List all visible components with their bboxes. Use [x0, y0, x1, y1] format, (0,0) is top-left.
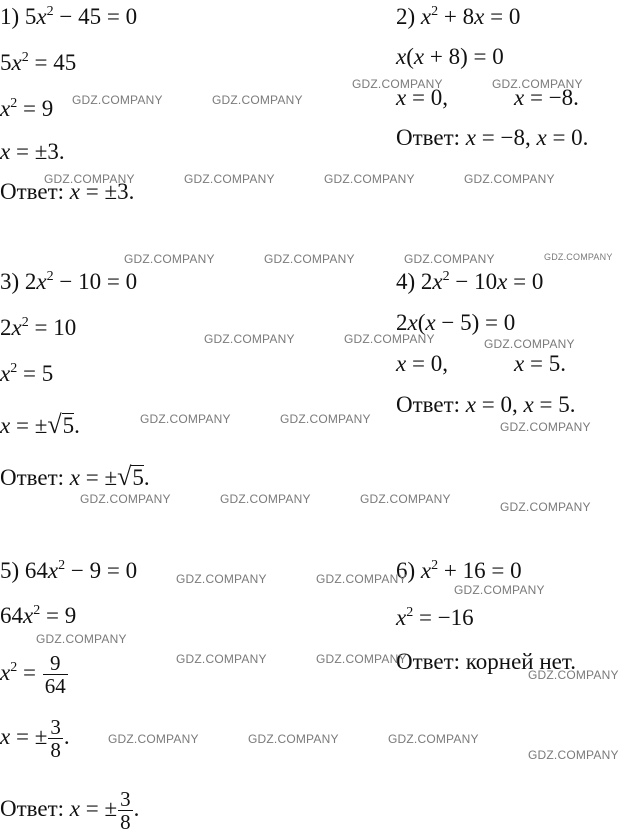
watermark: GDZ.COMPANY: [44, 172, 135, 186]
watermark: GDZ.COMPANY: [360, 492, 451, 506]
watermark: GDZ.COMPANY: [544, 252, 613, 262]
p4-step-1: 2x(x − 5) = 0: [396, 310, 516, 335]
fraction-9-64: $\frac{9}{64}$: [44, 651, 66, 698]
watermark: GDZ.COMPANY: [280, 412, 371, 426]
p6-equation: 6) $x^2 + 16 = 0$: [396, 558, 522, 583]
watermark: GDZ.COMPANY: [316, 652, 407, 666]
p1-step-2: $x^2 = 9$: [0, 96, 54, 121]
watermark: GDZ.COMPANY: [176, 652, 267, 666]
watermark: GDZ.COMPANY: [404, 252, 495, 266]
watermark: GDZ.COMPANY: [176, 572, 267, 586]
watermark: GDZ.COMPANY: [72, 93, 163, 107]
p1-step-1: $5x^2 = 45$: [0, 50, 77, 75]
watermark: GDZ.COMPANY: [492, 77, 583, 91]
p6-step-1: $x^2 = -16$: [396, 605, 474, 630]
p6-answer: Ответ: корней нет.: [396, 649, 576, 674]
sqrt-5: √ 5: [47, 410, 75, 439]
p2-step-2a: x = 0,: [396, 85, 448, 110]
p3-step-3: x = ± √ 5 .: [0, 410, 80, 439]
watermark: GDZ.COMPANY: [248, 732, 339, 746]
p4-step-2a: x = 0,: [396, 351, 448, 376]
watermark: GDZ.COMPANY: [184, 172, 275, 186]
watermark: GDZ.COMPANY: [204, 332, 295, 346]
p2-equation: 2) $x^2 + 8x = 0$: [396, 4, 521, 29]
p1-equation: 1) $5x^2 - 45 = 0$: [0, 4, 138, 29]
p1-answer: Ответ: x = ±3.: [0, 179, 135, 204]
p3-step-1: $2x^2 = 10$: [0, 315, 77, 340]
p3-step-2: $x^2 = 5$: [0, 361, 54, 386]
p4-step-2b: x = 5.: [514, 351, 566, 376]
fraction-3-8-answer: $\frac{3}{8}$: [120, 787, 131, 834]
watermark: GDZ.COMPANY: [528, 748, 619, 762]
p3-equation: 3) $2x^2 - 10 = 0$: [0, 269, 138, 294]
watermark: GDZ.COMPANY: [500, 500, 591, 514]
watermark: GDZ.COMPANY: [108, 732, 199, 746]
watermark: GDZ.COMPANY: [264, 252, 355, 266]
p5-equation: 5) $64x^2 - 9 = 0$: [0, 558, 138, 583]
p5-answer: Ответ: x = ± $\frac{3}{8}$ .: [0, 787, 140, 834]
watermark: GDZ.COMPANY: [124, 252, 215, 266]
p3-answer: Ответ: x = ± √ 5 .: [0, 462, 150, 491]
sqrt-5-answer: √ 5: [117, 462, 144, 491]
watermark: GDZ.COMPANY: [484, 337, 575, 351]
p5-step-1: $64x^2 = 9$: [0, 603, 77, 628]
watermark: GDZ.COMPANY: [316, 572, 407, 586]
watermark: GDZ.COMPANY: [212, 93, 303, 107]
p5-step-3: x = ± $\frac{3}{8}$ .: [0, 715, 70, 762]
fraction-3-8: $\frac{3}{8}$: [50, 715, 61, 762]
p2-step-1: x(x + 8) = 0: [396, 44, 504, 69]
watermark: GDZ.COMPANY: [352, 77, 443, 91]
watermark: GDZ.COMPANY: [36, 632, 127, 646]
p4-answer: Ответ: x = 0, x = 5.: [396, 392, 576, 417]
watermark: GDZ.COMPANY: [344, 332, 435, 346]
watermark: GDZ.COMPANY: [324, 172, 415, 186]
watermark: GDZ.COMPANY: [220, 492, 311, 506]
watermark: GDZ.COMPANY: [80, 492, 171, 506]
p5-step-2: $x^2$ = $\frac{9}{64}$: [0, 651, 66, 698]
watermark: GDZ.COMPANY: [454, 583, 545, 597]
p2-step-2b: x = −8.: [514, 85, 579, 110]
watermark: GDZ.COMPANY: [140, 412, 231, 426]
p2-answer: Ответ: x = −8, x = 0.: [396, 125, 589, 150]
watermark: GDZ.COMPANY: [500, 420, 591, 434]
watermark: GDZ.COMPANY: [388, 732, 479, 746]
p4-equation: 4) $2x^2 - 10x = 0$: [396, 269, 544, 294]
watermark: GDZ.COMPANY: [528, 668, 619, 682]
p1-step-3: x = ±3.: [0, 139, 65, 164]
watermark: GDZ.COMPANY: [464, 172, 555, 186]
